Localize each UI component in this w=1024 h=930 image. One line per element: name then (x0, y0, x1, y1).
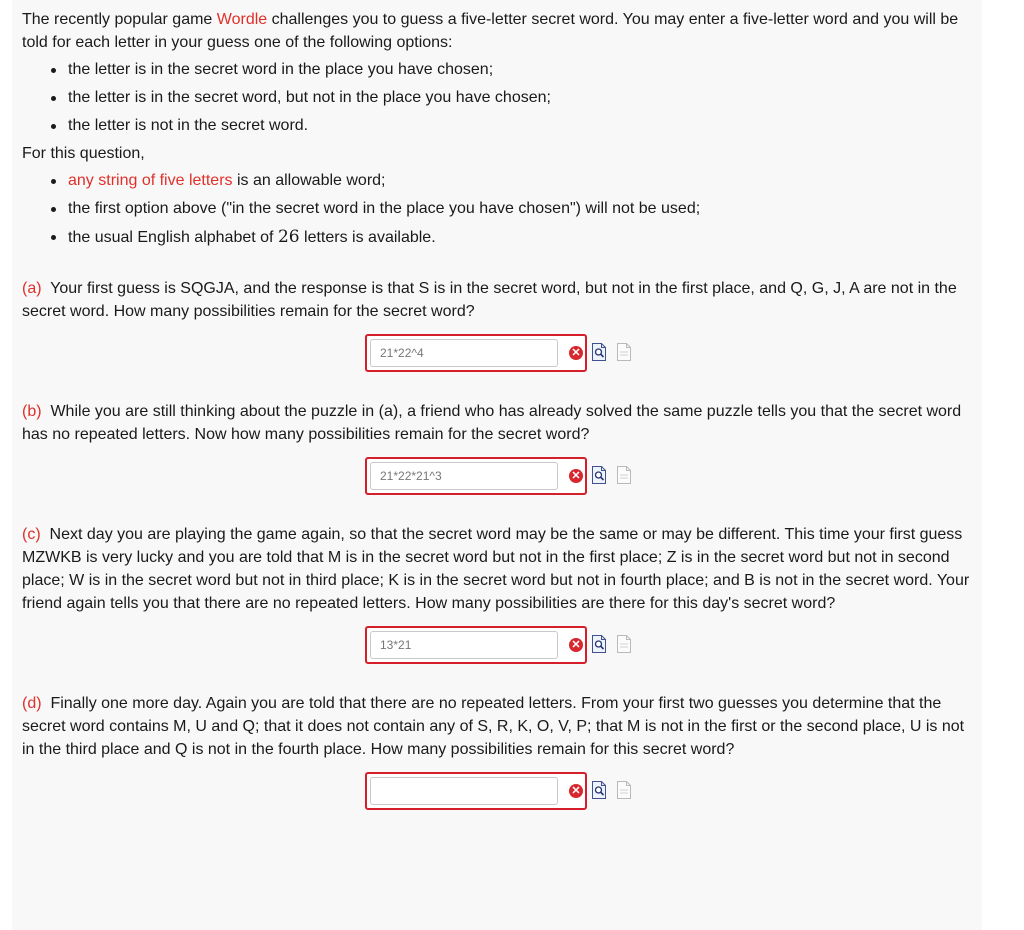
answer-row-a (22, 334, 980, 374)
rule-item (68, 223, 980, 251)
rule-text: letters is available. (299, 229, 436, 246)
answer-input-d[interactable] (370, 777, 558, 805)
incorrect-icon: ✕ (569, 469, 583, 483)
preview-icon[interactable] (592, 343, 606, 361)
part-question: While you are still thinking about the puzzle in (a), a friend who has already solved the same puzzle tells you that the secret word has no repeated letters. Now how many possibilities remain for the secret word? (22, 403, 962, 443)
preview-icon[interactable] (592, 466, 606, 484)
answer-input-c[interactable] (370, 631, 558, 659)
part-a (22, 277, 980, 374)
answer-input-a[interactable] (370, 339, 558, 367)
rule-text: is an allowable word; (232, 172, 386, 189)
part-label: (d) (22, 695, 42, 712)
incorrect-icon: ✕ (569, 346, 583, 360)
answer-box-c (365, 626, 587, 664)
document-icon[interactable] (617, 466, 631, 484)
allowable-word-link[interactable]: any string of five letters (68, 172, 233, 189)
part-question: Your first guess is SQGJA, and the response is that S is in the secret word, but not in the first place, and Q, G, J, A are not in the secret word. How many possibilities remain for the secret word? (22, 280, 957, 320)
preview-icon[interactable] (592, 781, 606, 799)
preview-icon[interactable] (592, 635, 606, 653)
rule-item: the first option above ("in the secret word in the place you have chosen") will not be used; (68, 195, 980, 223)
part-label: (c) (22, 526, 41, 543)
option-item: the letter is not in the secret word. (68, 112, 980, 140)
for-this-question: For this question, (22, 145, 145, 162)
options-list (22, 56, 980, 140)
answer-box-b (365, 457, 587, 495)
question-content (22, 8, 980, 812)
incorrect-icon: ✕ (569, 638, 583, 652)
answer-row-b (22, 457, 980, 497)
incorrect-icon: ✕ (569, 784, 583, 798)
document-icon[interactable] (617, 781, 631, 799)
part-question: Finally one more day. Again you are told that there are no repeated letters. From your first two guesses you determine that the secret word contains M, U and Q; that it does not contain any of S, R, K, O, V, P; that M is not in the first or the second place, U is not in the third place and Q is not in the fourth place. How many possibilities remain for this secret word? (22, 695, 965, 758)
alphabet-count: 26 (277, 227, 300, 247)
part-a-text (22, 277, 980, 323)
part-d (22, 692, 980, 812)
document-icon[interactable] (617, 343, 631, 361)
rule-item (68, 167, 980, 195)
part-label: (b) (22, 403, 42, 420)
intro-text-2: challenges you to guess a five-letter secret word. You may enter a five-letter word and you will be told for each letter in your guess one of the following options: (22, 11, 959, 51)
part-c-text (22, 523, 980, 615)
question-panel (12, 0, 982, 930)
answer-input-b[interactable] (370, 462, 558, 490)
wordle-link[interactable]: Wordle (216, 11, 268, 28)
part-d-text (22, 692, 980, 761)
intro-paragraph (22, 8, 980, 54)
rule-text: the usual English alphabet of (68, 229, 278, 246)
rules-list (22, 167, 980, 251)
part-b (22, 400, 980, 497)
document-icon[interactable] (617, 635, 631, 653)
answer-box-d (365, 772, 587, 810)
part-question: Next day you are playing the game again, so that the secret word may be the same or may be different. This time your first guess MZWKB is very lucky and you are told that M is in the secret word but not in the first place; Z is in the secret word but not in second place; W is in the secret word but not in third place; K is in the secret word but not in fourth place; and B is not in the secret word. Your friend again tells you that there are no repeated letters. How many possibilities are there for this day's secret word? (22, 526, 970, 612)
option-item: the letter is in the secret word, but not in the place you have chosen; (68, 84, 980, 112)
part-label: (a) (22, 280, 42, 297)
intro-text-1: The recently popular game (22, 11, 217, 28)
answer-box-a (365, 334, 587, 372)
part-c (22, 523, 980, 666)
answer-row-c (22, 626, 980, 666)
option-item: the letter is in the secret word in the place you have chosen; (68, 56, 980, 84)
part-b-text (22, 400, 980, 446)
answer-row-d (22, 772, 980, 812)
